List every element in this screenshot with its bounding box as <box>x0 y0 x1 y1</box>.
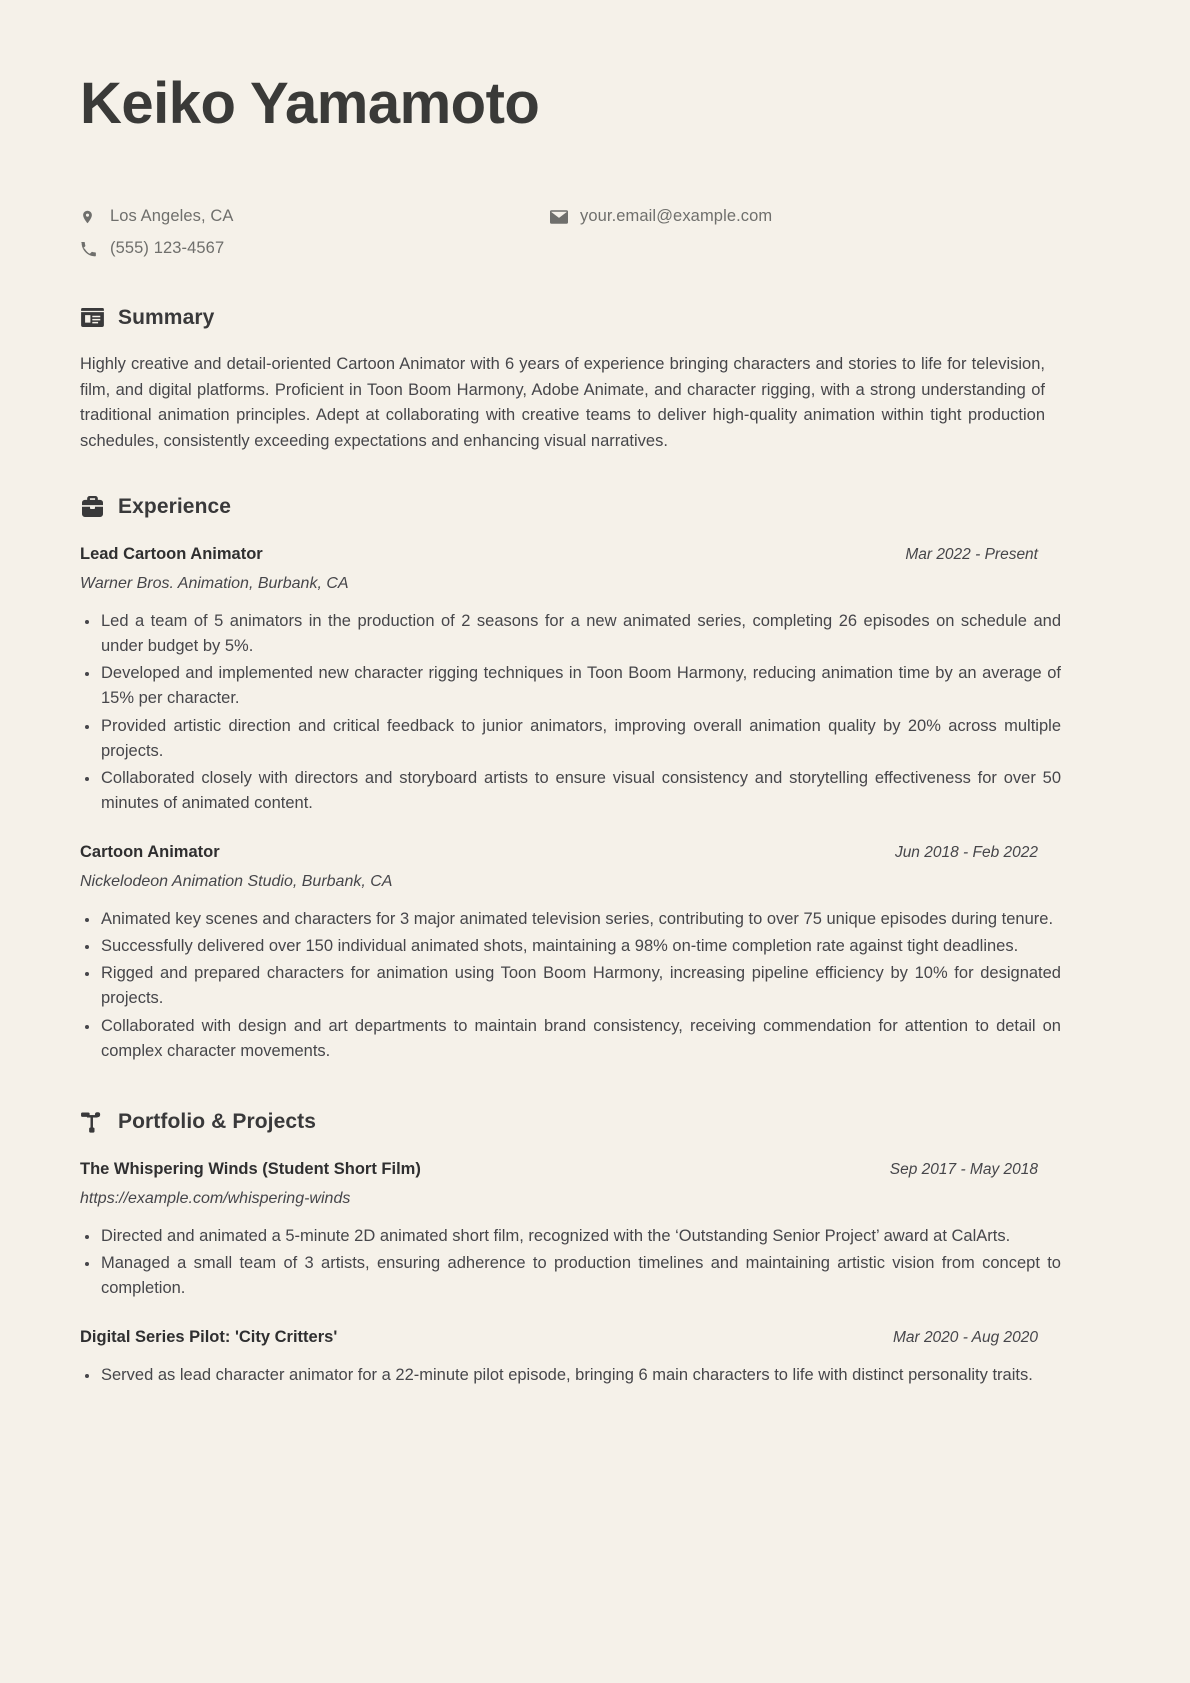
job-bullet: Animated key scenes and characters for 3 major animated television series, contributing to over 75 unique episodes during tenure. <box>80 907 1061 932</box>
envelope-icon <box>550 210 580 224</box>
project-bullet: Managed a small team of 3 artists, ensuring adherence to production timelines and maintaining artistic vision from concept to completion. <box>80 1251 1061 1301</box>
job-bullet: Collaborated closely with directors and storyboard artists to ensure visual consistency and storytelling effectiveness for over 50 minutes of animated content. <box>80 766 1061 816</box>
contact-item-location <box>80 204 550 230</box>
contact-item-phone <box>80 236 550 262</box>
summary-paragraph: Highly creative and detail-oriented Cartoon Animator with 6 years of experience bringing characters and stories to life for television, film, and digital platforms. Proficient in Toon Boom Harmony, Adobe Animate, and character rigging, with a strong understanding of traditional animation principles. Adept at collaborating with creative teams to deliver high-quality animation within tight production schedules, consistently exceeding expectations and enhancing visual narratives. <box>80 354 1045 450</box>
project-bullet: Directed and animated a 5-minute 2D animated short film, recognized with the ‘Outstanding Senior Project’ award at CalArts. <box>80 1224 1061 1249</box>
section-summary <box>80 306 1110 455</box>
job-date-range: Mar 2022 - Present <box>905 545 1038 563</box>
project-title: The Whispering Winds (Student Short Film) <box>80 1160 421 1179</box>
contact-location-text: Los Angeles, CA <box>110 207 234 226</box>
section-title-portfolio: Portfolio & Projects <box>118 1110 317 1134</box>
section-title-experience: Experience <box>118 494 232 518</box>
section-portfolio <box>80 1110 1110 1388</box>
section-title-summary: Summary <box>118 305 215 329</box>
project-date-range: Mar 2020 - Aug 2020 <box>892 1328 1038 1346</box>
project-date-range: Sep 2017 - May 2018 <box>889 1161 1038 1179</box>
job-bullet: Successfully delivered over 150 individual animated shots, maintaining a 98% on-time completion rate against tight deadlines. <box>80 934 1061 959</box>
job-company: Warner Bros. Animation, Burbank, CA <box>80 574 349 592</box>
contact-column-right <box>550 204 1020 262</box>
experience-entry <box>80 545 1110 817</box>
job-bullet-list <box>80 907 1110 1064</box>
project-bullet-list <box>80 1224 1110 1302</box>
section-header-portfolio <box>80 1110 1110 1134</box>
portfolio-entry-header <box>80 1328 1110 1347</box>
job-bullet: Developed and implemented new character rigging techniques in Toon Boom Harmony, reducing animation time by an average of 15% per character. <box>80 661 1061 711</box>
portfolio-entry-header <box>80 1160 1110 1179</box>
job-date-range: Jun 2018 - Feb 2022 <box>894 843 1038 861</box>
project-nodes-icon <box>80 1110 104 1134</box>
contact-phone-text: (555) 123-4567 <box>110 239 225 258</box>
job-bullet: Led a team of 5 animators in the production of 2 seasons for a new animated series, completing 26 episodes on schedule and under budget by 5%. <box>80 609 1061 659</box>
experience-entry-header <box>80 843 1110 862</box>
job-company: Nickelodeon Animation Studio, Burbank, CA <box>80 872 393 890</box>
portfolio-entry <box>80 1328 1110 1388</box>
job-bullet-list <box>80 609 1110 817</box>
contact-item-email <box>550 204 1020 230</box>
location-pin-icon <box>80 208 110 226</box>
job-title: Lead Cartoon Animator <box>80 544 263 563</box>
project-url[interactable]: https://example.com/whispering-winds <box>80 1190 351 1208</box>
page-title: Keiko Yamamoto <box>80 71 540 136</box>
section-header-experience <box>80 495 1110 519</box>
experience-entry <box>80 843 1110 1064</box>
portfolio-entry <box>80 1160 1110 1302</box>
job-bullet: Collaborated with design and art departments to maintain brand consistency, receiving commendation for attention to detail on complex character movements. <box>80 1014 1061 1064</box>
job-title: Cartoon Animator <box>80 842 220 861</box>
contact-column-left <box>80 204 550 262</box>
job-bullet: Provided artistic direction and critical feedback to junior animators, improving overall animation quality by 20% across multiple projects. <box>80 714 1061 764</box>
phone-icon <box>80 241 110 257</box>
briefcase-icon <box>80 495 104 519</box>
project-bullet-list <box>80 1363 1110 1388</box>
contact-info <box>80 204 1110 262</box>
project-bullet: Served as lead character animator for a 22-minute pilot episode, bringing 6 main characters to life with distinct personality traits. <box>80 1363 1061 1388</box>
id-card-icon <box>80 306 104 330</box>
section-header-summary <box>80 306 1110 330</box>
experience-entry-header <box>80 545 1110 564</box>
section-experience <box>80 495 1110 1064</box>
project-title: Digital Series Pilot: 'City Critters' <box>80 1327 338 1346</box>
job-bullet: Rigged and prepared characters for animation using Toon Boom Harmony, increasing pipeline efficiency by 10% for designated projects. <box>80 961 1061 1011</box>
contact-email-text: your.email@example.com <box>580 207 773 226</box>
